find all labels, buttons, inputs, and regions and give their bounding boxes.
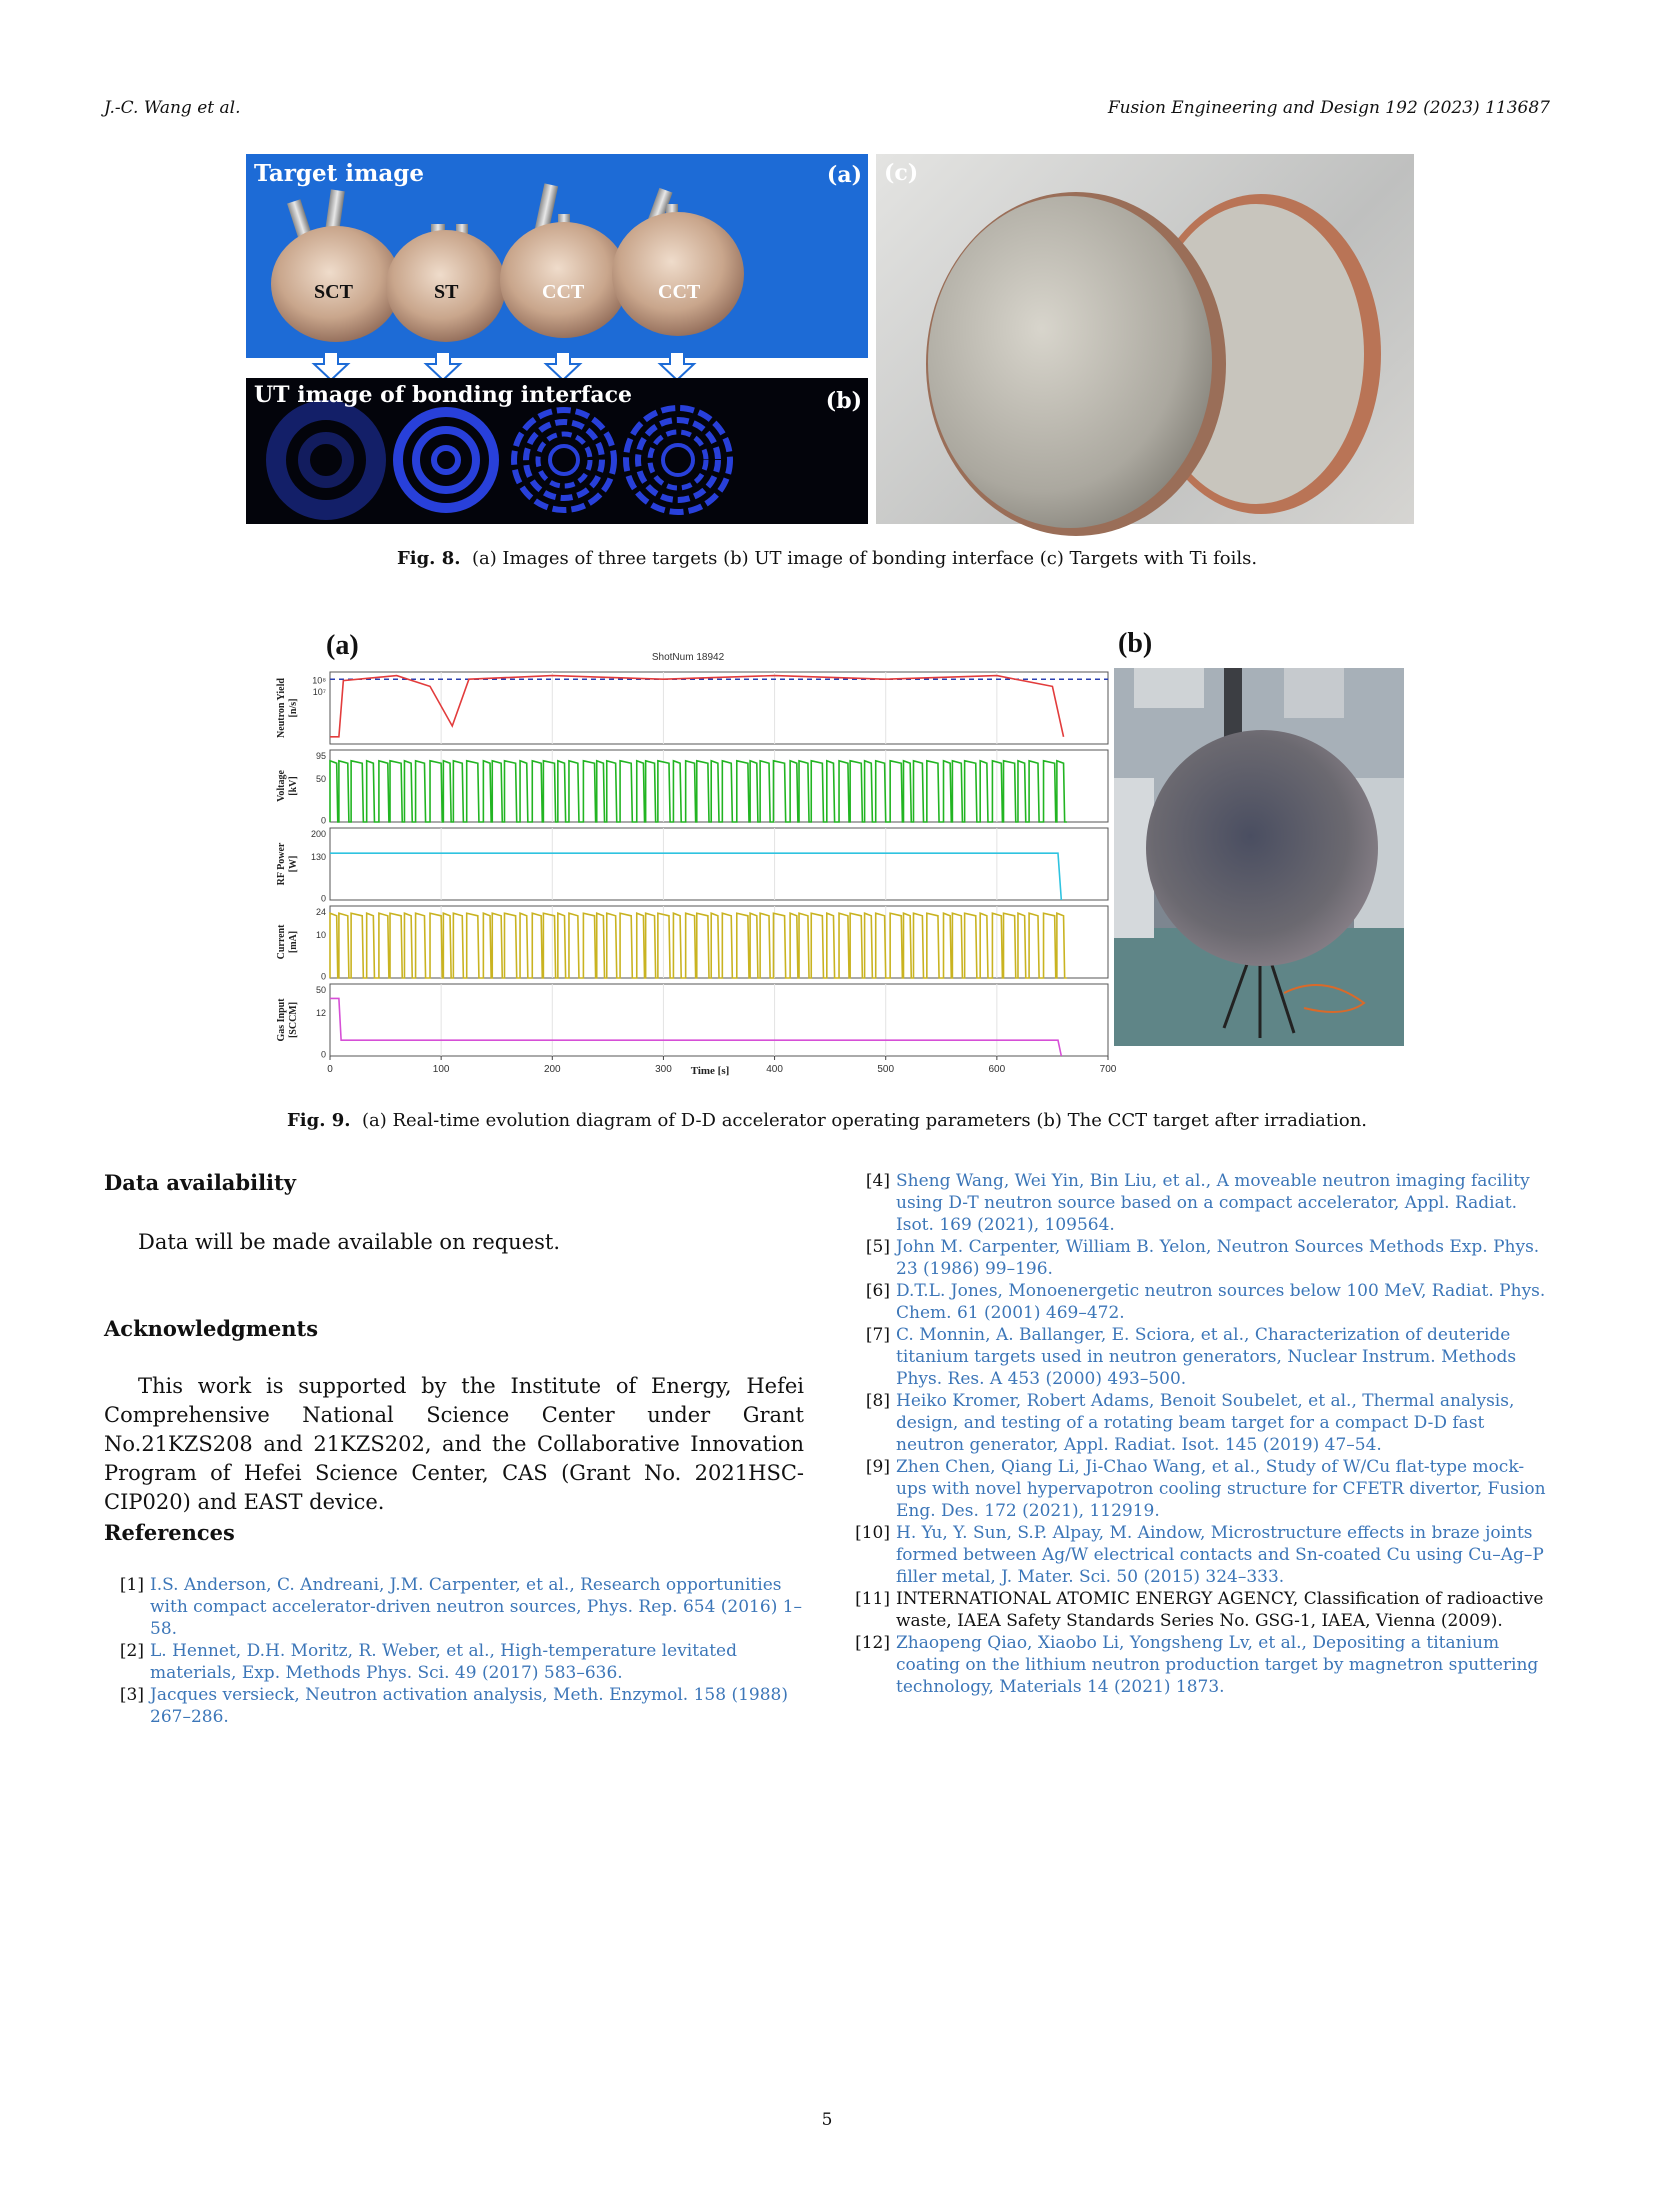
y-tick-label: 0 bbox=[320, 893, 326, 904]
references-heading: References bbox=[104, 1520, 235, 1545]
reference-link[interactable]: Sheng Wang, Wei Yin, Bin Liu, et al., A moveable neutron imaging facility using D-T neutron source based on a compact accelerator, Appl. Radiat. Isot. 169 (2021), 109564. bbox=[896, 1171, 1530, 1235]
reference-link[interactable]: I.S. Anderson, C. Andreani, J.M. Carpenter, et al., Research opportunities with compact accelerator-driven neutron sources, Phys. Rep. 654 (2016) 1–58. bbox=[150, 1575, 803, 1639]
y-axis-label bbox=[276, 924, 299, 959]
y-axis-label-line: Gas Input bbox=[276, 998, 287, 1042]
y-tick-label: 0 bbox=[320, 815, 326, 826]
fig9-caption bbox=[0, 1110, 1654, 1131]
y-axis-label-line: Neutron Yield bbox=[276, 678, 287, 738]
irradiated-target-photo bbox=[1114, 668, 1404, 1046]
y-tick-label: 50 bbox=[315, 773, 326, 784]
x-tick-label: 300 bbox=[655, 1064, 672, 1075]
y-axis-label-line: [mA] bbox=[288, 930, 299, 954]
reference-item bbox=[850, 1522, 1550, 1588]
panel-frame bbox=[330, 672, 1108, 744]
reference-item bbox=[850, 1390, 1550, 1456]
panel-frame bbox=[330, 828, 1108, 900]
panel-frame bbox=[330, 984, 1108, 1056]
x-tick-label: 400 bbox=[766, 1064, 783, 1075]
data-availability-text: Data will be made available on request. bbox=[138, 1230, 561, 1254]
reference-number: [6] bbox=[865, 1281, 890, 1301]
reference-number: [5] bbox=[865, 1237, 890, 1257]
target-disc-cct-2 bbox=[612, 212, 744, 336]
fig8-arrows bbox=[246, 352, 868, 380]
y-axis-label-line: [n/s] bbox=[288, 698, 299, 718]
reference-link[interactable]: L. Hennet, D.H. Moritz, R. Weber, et al., High-temperature levitated materials, Exp. Methods Phys. Sci. 49 (2017) 583–636. bbox=[150, 1641, 737, 1683]
y-axis-label bbox=[276, 678, 299, 738]
target-label-cct-1: CCT bbox=[542, 281, 585, 303]
y-axis-label-line: [SCCM] bbox=[288, 1001, 299, 1039]
reference-number: [2] bbox=[119, 1641, 144, 1661]
reference-number: [9] bbox=[865, 1457, 890, 1477]
reference-link[interactable]: John M. Carpenter, William B. Yelon, Neutron Sources Methods Exp. Phys. 23 (1986) 99–196. bbox=[896, 1237, 1540, 1279]
reference-item bbox=[104, 1640, 804, 1684]
reference-number: [12] bbox=[855, 1633, 890, 1653]
down-arrow-icon bbox=[546, 352, 580, 380]
x-tick-label: 200 bbox=[543, 1064, 561, 1075]
fig8-panel-b bbox=[246, 378, 868, 524]
y-tick-label: 95 bbox=[315, 750, 326, 761]
reference-item bbox=[850, 1456, 1550, 1522]
references-left-column bbox=[104, 1574, 804, 1728]
reference-item bbox=[850, 1588, 1550, 1632]
y-tick-label: 24 bbox=[315, 906, 326, 917]
fig8-panel-b-title: UT image of bonding interface bbox=[254, 382, 632, 408]
page-number: 5 bbox=[821, 2110, 833, 2130]
fig9-panel-a-tag: (a) bbox=[326, 630, 359, 661]
y-tick-label: 50 bbox=[315, 984, 326, 995]
y-tick-label: 200 bbox=[310, 828, 326, 839]
reference-number: [8] bbox=[865, 1391, 890, 1411]
reference-number: [4] bbox=[865, 1171, 890, 1191]
reference-item bbox=[850, 1324, 1550, 1390]
reference-link[interactable]: D.T.L. Jones, Monoenergetic neutron sources below 100 MeV, Radiat. Phys. Chem. 61 (2001) 469–472. bbox=[896, 1281, 1546, 1323]
y-axis-label-line: [kV] bbox=[288, 776, 299, 796]
x-tick-label: 500 bbox=[877, 1064, 895, 1075]
target-label-sct: SCT bbox=[314, 281, 353, 303]
x-tick-label: 700 bbox=[1099, 1064, 1117, 1075]
reference-number: [10] bbox=[855, 1523, 890, 1543]
y-axis-label-line: Voltage bbox=[276, 770, 287, 802]
fig8-panel-c bbox=[876, 154, 1414, 524]
fig8-caption-text: (a) Images of three targets (b) UT image of bonding interface (c) Targets with Ti foils. bbox=[471, 548, 1258, 569]
y-axis-label-line: [W] bbox=[288, 855, 299, 873]
y-tick-label: 10 bbox=[315, 929, 326, 940]
y-tick-label: 130 bbox=[310, 851, 326, 862]
target-label-cct-2: CCT bbox=[658, 281, 701, 303]
y-axis-label bbox=[276, 842, 299, 885]
chart-title: ShotNum 18942 bbox=[651, 652, 725, 663]
fig8-panel-b-tag: (b) bbox=[825, 388, 862, 414]
y-tick-label: 10⁷ bbox=[312, 687, 326, 698]
reference-number: [1] bbox=[119, 1575, 144, 1595]
reference-text: INTERNATIONAL ATOMIC ENERGY AGENCY, Classification of radioactive waste, IAEA Safety Standards Series No. GSG-1, IAEA, Vienna (2009). bbox=[896, 1589, 1544, 1631]
acknowledgments-heading: Acknowledgments bbox=[104, 1316, 319, 1341]
y-tick-label: 0 bbox=[320, 971, 326, 982]
y-axis-label bbox=[276, 770, 299, 802]
down-arrow-icon bbox=[314, 352, 348, 380]
fig9-caption-label: Fig. 9. bbox=[286, 1110, 351, 1131]
y-tick-label: 10⁸ bbox=[312, 675, 326, 686]
reference-item bbox=[850, 1170, 1550, 1236]
x-tick-label: 100 bbox=[432, 1064, 450, 1075]
reference-item bbox=[850, 1632, 1550, 1698]
ti-foil-target-photo bbox=[876, 154, 1414, 524]
target-label-st: ST bbox=[434, 281, 459, 303]
reference-item bbox=[104, 1574, 804, 1640]
reference-item bbox=[850, 1236, 1550, 1280]
reference-number: [3] bbox=[119, 1685, 144, 1705]
reference-number: [11] bbox=[855, 1589, 890, 1609]
y-axis-label-line: Current bbox=[276, 924, 287, 960]
reference-link[interactable]: C. Monnin, A. Ballanger, E. Sciora, et al., Characterization of deuteride titanium targets used in neutron generators, Nuclear Instrum. Methods Phys. Res. A 453 (2000) 493–500. bbox=[896, 1325, 1517, 1389]
reference-link[interactable]: Zhaopeng Qiao, Xiaobo Li, Yongsheng Lv, et al., Depositing a titanium coating on the lithium neutron production target by magnetron sputtering technology, Materials 14 (2021) 1873. bbox=[896, 1633, 1539, 1697]
reference-link[interactable]: Zhen Chen, Qiang Li, Ji-Chao Wang, et al., Study of W/Cu flat-type mock-ups with novel hypervapotron cooling structure for CFETR divertor, Fusion Eng. Des. 172 (2021), 112919. bbox=[896, 1457, 1546, 1521]
x-tick-label: 0 bbox=[327, 1064, 333, 1075]
running-header-journal: Fusion Engineering and Design 192 (2023) 113687 bbox=[1107, 98, 1550, 118]
fig8-panel-a-tag: (a) bbox=[826, 162, 862, 188]
fig8-caption-label: Fig. 8. bbox=[396, 548, 461, 569]
down-arrow-icon bbox=[426, 352, 460, 380]
reference-link[interactable]: H. Yu, Y. Sun, S.P. Alpay, M. Aindow, Microstructure effects in braze joints formed between Ag/W electrical contacts and Sn-coated Cu using Cu–Ag–P filler metal, J. Mater. Sci. 50 (2015) 324–333. bbox=[896, 1523, 1544, 1587]
fig8-panel-a-title: Target image bbox=[254, 160, 424, 187]
y-tick-label: 0 bbox=[320, 1049, 326, 1060]
x-tick-label: 600 bbox=[988, 1064, 1006, 1075]
reference-number: [7] bbox=[865, 1325, 890, 1345]
fig8-caption bbox=[0, 548, 1654, 569]
reference-item bbox=[850, 1280, 1550, 1324]
operating-parameters-chart bbox=[268, 630, 1117, 1080]
acknowledgments-text: This work is supported by the Institute of Energy, Hefei Comprehensive National Science Center under Grant No.21KZS208 and 21KZS202, and the Collaborative Innovation Program of Hefei Science Center, CAS (Grant No. 2021HSC-CIP020) and EAST device. bbox=[104, 1374, 804, 1514]
fig9-panel-b bbox=[1114, 668, 1404, 1046]
fig9-panel-b-tag: (b) bbox=[1118, 628, 1153, 659]
x-axis-label: Time [s] bbox=[690, 1065, 730, 1077]
y-axis-label-line: RF Power bbox=[276, 842, 287, 886]
fig8-panel-c-tag: (c) bbox=[884, 160, 919, 186]
y-tick-label: 12 bbox=[315, 1007, 326, 1018]
reference-item bbox=[104, 1684, 804, 1728]
data-availability-heading: Data availability bbox=[104, 1170, 296, 1195]
reference-link[interactable]: Heiko Kromer, Robert Adams, Benoit Soubelet, et al., Thermal analysis, design, and testing of a rotating beam target for a compact D-D fast neutron generator, Appl. Radiat. Isot. 145 (2019) 47–54. bbox=[896, 1391, 1515, 1455]
down-arrow-icon bbox=[660, 352, 694, 380]
fig8-panel-a bbox=[246, 154, 868, 358]
running-header-authors: J.-C. Wang et al. bbox=[104, 98, 241, 118]
references-right-column bbox=[850, 1170, 1550, 1698]
reference-link[interactable]: Jacques versieck, Neutron activation analysis, Meth. Enzymol. 158 (1988) 267–286. bbox=[150, 1685, 788, 1727]
fig9-caption-text: (a) Real-time evolution diagram of D-D accelerator operating parameters (b) The CCT target after irradiation. bbox=[361, 1110, 1368, 1131]
fig9-panel-a bbox=[268, 630, 1117, 1080]
y-axis-label bbox=[276, 998, 299, 1042]
target-disc-cct-1 bbox=[500, 222, 628, 338]
